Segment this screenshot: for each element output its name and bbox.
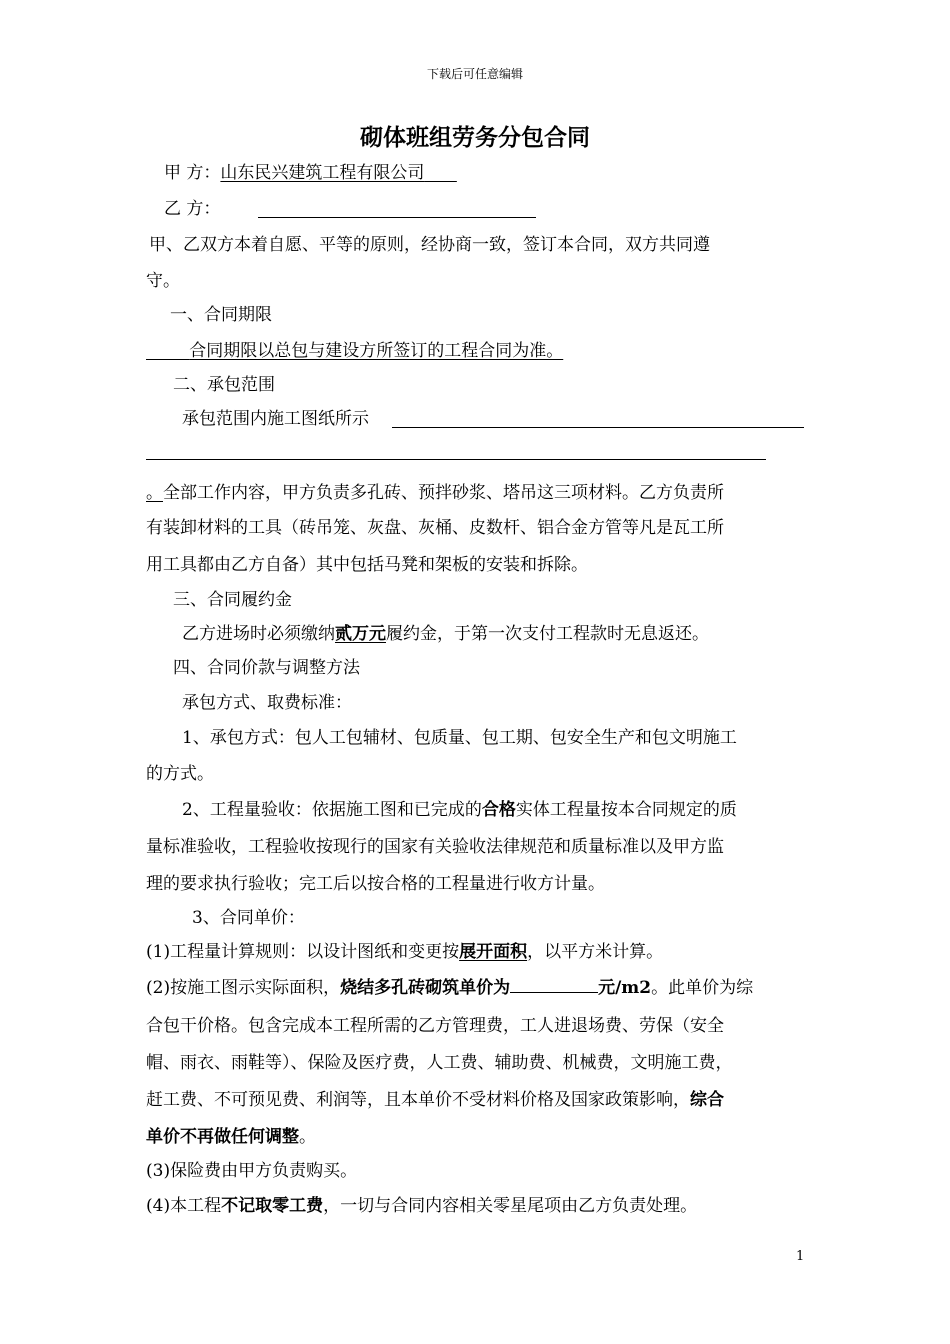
section-1-heading: 一、合同期限	[170, 305, 272, 325]
section-2-line-3: 。全部工作内容，甲方负责多孔砖、预拌砂浆、塔吊这三项材料。乙方负责所	[146, 483, 724, 503]
party-a-row	[164, 161, 457, 185]
section-2-line-5: 用工具都由乙方自备）其中包括马凳和架板的安装和拆除。	[146, 555, 588, 575]
section-3-heading: 三、合同履约金	[173, 590, 292, 610]
section-2-heading: 二、承包范围	[173, 375, 275, 395]
intro-line-1: 甲、乙双方本着自愿、平等的原则，经协商一致，签订本合同，双方共同遵	[149, 235, 710, 255]
section-4-subheading: 承包方式、取费标准：	[182, 693, 352, 713]
point-3: (3)保险费由甲方负责购买。	[146, 1161, 358, 1181]
intro-line-2: 守。	[146, 271, 180, 291]
point-2-line-4: 赶工费、不可预见费、利润等，且本单价不受材料价格及国家政策影响，综合	[146, 1090, 724, 1110]
page-number: 1	[796, 1249, 805, 1264]
item-1-line-2: 的方式。	[146, 764, 214, 784]
item-2-line-1: 2、工程量验收：依据施工图和已完成的合格实体工程量按本合同规定的质	[182, 800, 737, 820]
document-title: 砌体班组劳务分包合同	[360, 124, 590, 151]
point-2-line-5: 单价不再做任何调整。	[146, 1127, 316, 1147]
point-2-line-3: 帽、雨衣、雨鞋等）、保险及医疗费，人工费、辅助费、机械费，文明施工费，	[146, 1053, 733, 1073]
party-b-label: 乙 方：	[164, 199, 221, 219]
section-3-body: 乙方进场时必须缴纳贰万元履约金，于第一次支付工程款时无息返还。	[182, 624, 709, 644]
section-4-heading: 四、合同价款与调整方法	[173, 658, 360, 678]
party-b-row	[164, 197, 220, 221]
point-2-line-1: (2)按施工图示实际面积，烧结多孔砖砌筑单价为 元/m2。此单价为综	[146, 978, 754, 998]
section-1-body-text: 合同期限以总包与建设方所签订的工程合同为准。	[189, 341, 564, 361]
section-2-body-lead: 承包范围内施工图纸所示	[182, 409, 369, 429]
item-1-line-1: 1、承包方式：包人工包辅材、包质量、包工期、包安全生产和包文明施工	[182, 728, 737, 748]
section-2-line-4: 有装卸材料的工具（砖吊笼、灰盘、灰桶、皮数杆、铝合金方管等凡是瓦工所	[146, 518, 724, 538]
point-2-line-2: 合包干价格。包含完成本工程所需的乙方管理费，工人进退场费、劳保（安全	[146, 1016, 724, 1036]
item-3-heading: 3、合同单价：	[192, 908, 305, 928]
party-a-name: 山东民兴建筑工程有限公司	[220, 163, 425, 183]
party-b-blank-line	[258, 217, 536, 218]
point-4: (4)本工程不记取零工费，一切与合同内容相关零星尾项由乙方负责处理。	[146, 1196, 698, 1216]
party-a-label: 甲 方：	[164, 163, 221, 183]
item-2-line-3: 理的要求执行验收；完工后以按合格的工程量进行收方计量。	[146, 874, 605, 894]
header-note: 下载后可任意编辑	[426, 67, 523, 81]
deposit-amount: 贰万元	[335, 624, 386, 644]
scope-blank-line-2	[146, 459, 766, 460]
scope-blank-line-1	[392, 427, 804, 428]
scope-period: 。	[146, 483, 163, 503]
item-2-line-2: 量标准验收，工程验收按现行的国家有关验收法律规范和质量标准以及甲方监	[146, 837, 724, 857]
unit-price-blank	[510, 976, 598, 993]
point-1: (1)工程量计算规则：以设计图纸和变更按展开面积，以平方米计算。	[146, 942, 664, 962]
section-1-body	[146, 339, 563, 363]
